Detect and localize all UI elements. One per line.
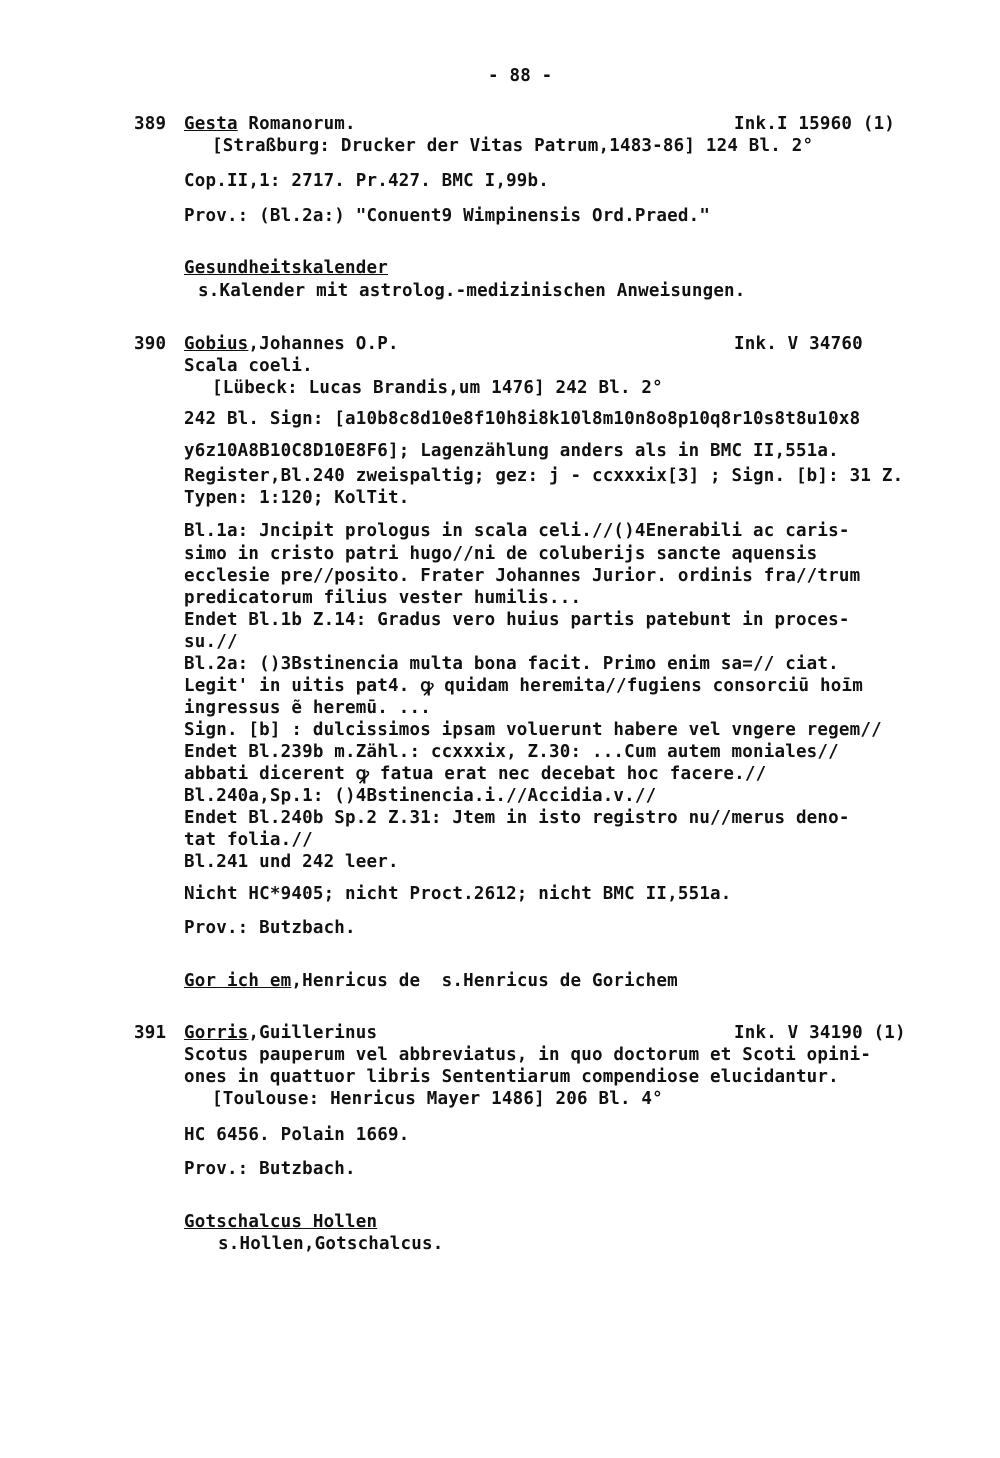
- title: ones in quattuor libris Sententiarum compendiose elucidantur.: [184, 1067, 839, 1087]
- incipit-line: tat folia.//: [184, 830, 313, 850]
- incipit-line: Endet Bl.239b m.Zähl.: ccxxxix, Z.30: ...Cum autem moniales//: [184, 742, 839, 762]
- incipit-line: Bl.241 und 242 leer.: [184, 852, 399, 872]
- signature-line: 242 Bl. Sign: [a10b8c8d10e8f10h8i8k10l8m10n8o8p10q8r10s8t8u10x8: [184, 409, 861, 429]
- entry-number: 390: [134, 334, 167, 354]
- cross-ref-see: s.Hollen,Gotschalcus.: [218, 1234, 444, 1254]
- page-number: - 88 -: [488, 66, 553, 86]
- provenance: Prov.: (Bl.2a:) "Conuent9 Wimpinensis Ord.Praed.": [184, 206, 711, 226]
- entry-heading: Gobius,Johannes O.P.: [184, 334, 399, 354]
- incipit-line: su.//: [184, 632, 238, 652]
- incipit-line: ecclesie pre//posito. Frater Johannes Jurior. ordinis fra//trum: [184, 566, 861, 586]
- entry-line: Cop.II,1: 2717. Pr.427. BMC I,99b.: [184, 171, 550, 191]
- references: HC 6456. Polain 1669.: [184, 1125, 410, 1145]
- provenance: Prov.: Butzbach.: [184, 1159, 356, 1179]
- title: Scala coeli.: [184, 356, 313, 376]
- incipit-line: simo in cristo patri hugo//ni de coluberijs sancte aquensis: [184, 544, 818, 564]
- entry-line: Register,Bl.240 zweispaltig; gez: j - ccxxxix[3] ; Sign. [b]: 31 Z.: [184, 466, 904, 486]
- cross-ref-see: s.Kalender mit astrolog.-medizinischen Anweisungen.: [198, 281, 746, 301]
- shelf-mark: Ink. V 34190 (1): [734, 1023, 906, 1043]
- incipit-line: Legit' in uitis pat4. ꝙ quidam heremita//fugiens consorciū hoīm: [184, 676, 863, 696]
- imprint: [Straßburg: Drucker der Vitas Patrum,1483-86] 124 Bl. 2°: [212, 136, 814, 156]
- incipit-line: Bl.240a,Sp.1: ()4Bstinencia.i.//Accidia.v.//: [184, 786, 657, 806]
- incipit-line: predicatorum filius vester humilis...: [184, 588, 582, 608]
- incipit-line: Bl.2a: ()3Bstinencia multa bona facit. Primo enim sa=// ciat.: [184, 654, 839, 674]
- cross-ref-heading: Gesundheitskalender: [184, 258, 388, 278]
- entry-number: 391: [134, 1023, 167, 1043]
- signature-line: y6z10A8B10C8D10E8F6]; Lagenzählung anders als in BMC II,551a.: [184, 441, 839, 461]
- imprint: [Lübeck: Lucas Brandis,um 1476] 242 Bl. 2°: [212, 378, 663, 398]
- incipit-line: Bl.1a: Jncipit prologus in scala celi.//()4Enerabili ac caris-: [184, 521, 850, 541]
- incipit-line: Sign. [b] : dulcissimos ipsam voluerunt habere vel vngere regem//: [184, 720, 882, 740]
- references: Nicht HC*9405; nicht Proct.2612; nicht BMC II,551a.: [184, 884, 732, 904]
- cross-ref-heading: Gotschalcus Hollen: [184, 1212, 378, 1232]
- incipit-line: Endet Bl.240b Sp.2 Z.31: Jtem in isto registro nu//merus deno-: [184, 808, 850, 828]
- entry-heading: Gesta Romanorum.: [184, 114, 356, 134]
- provenance: Prov.: Butzbach.: [184, 918, 356, 938]
- incipit-line: ingressus ẽ heremū. ...: [184, 698, 431, 718]
- incipit-line: abbati dicerent ꝙ fatua erat nec decebat hoc facere.//: [184, 764, 767, 784]
- imprint: [Toulouse: Henricus Mayer 1486] 206 Bl. 4°: [212, 1089, 663, 1109]
- cross-ref-heading: Gor ich em,Henricus de s.Henricus de Gorichem: [184, 971, 678, 991]
- incipit-line: Endet Bl.1b Z.14: Gradus vero huius partis patebunt in proces-: [184, 610, 850, 630]
- title: Scotus pauperum vel abbreviatus, in quo doctorum et Scoti opini-: [184, 1045, 872, 1065]
- entry-heading: Gorris,Guillerinus: [184, 1023, 378, 1043]
- shelf-mark: Ink.I 15960 (1): [734, 114, 896, 134]
- entry-number: 389: [134, 114, 167, 134]
- shelf-mark: Ink. V 34760: [734, 334, 863, 354]
- entry-line: Typen: 1:120; KolTit.: [184, 488, 410, 508]
